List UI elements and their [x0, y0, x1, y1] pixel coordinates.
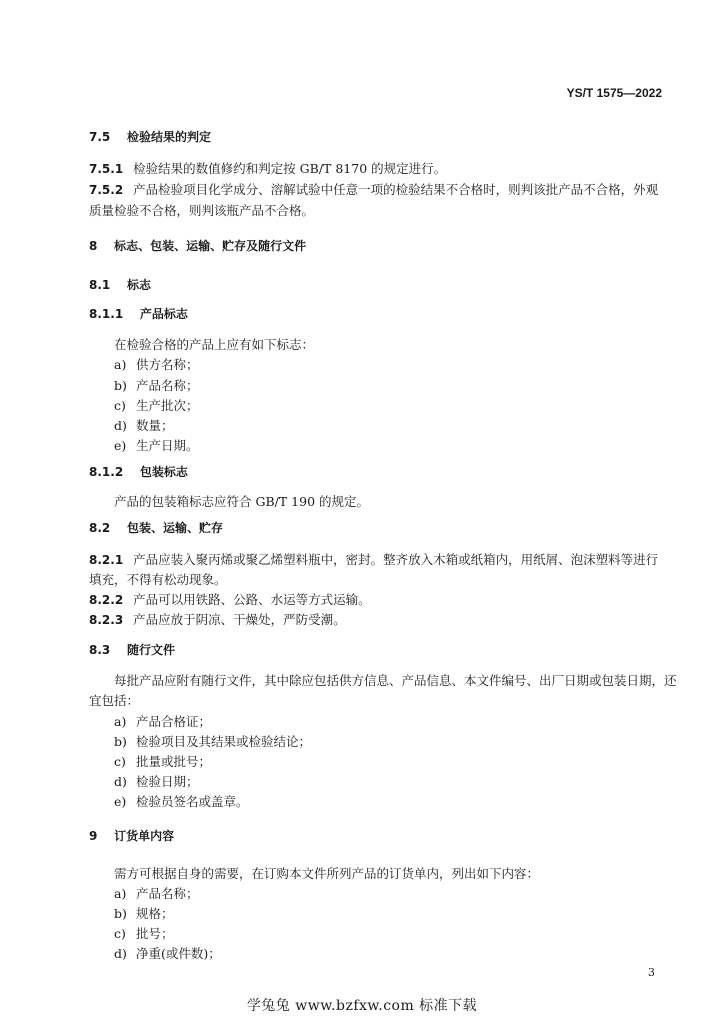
heading-number: 8.1.2 — [89, 465, 124, 479]
list-item: c) 生产批次； — [114, 398, 199, 413]
list-item: e) 生产日期。 — [114, 438, 199, 453]
accompanying-docs-line1: 每批产品应附有随行文件，其中除应包括供方信息、产品信息、本文件编号、出厂日期或包装日期，还 — [114, 673, 677, 688]
heading-text: 检验结果的判定 — [126, 130, 211, 144]
clause-7-5-2-line2: 质量检验不合格，则判该瓶产品不合格。 — [89, 203, 315, 218]
heading-text: 标志、包装、运输、贮存及随行文件 — [114, 239, 307, 253]
list-item: a) 产品名称； — [114, 886, 199, 901]
list-item: c) 批量或批号； — [114, 754, 212, 769]
section-heading-8-1 — [89, 276, 151, 293]
section-heading-8-3 — [89, 641, 175, 658]
section-heading-8 — [89, 237, 306, 254]
clause-text-line1: 产品应装入聚丙烯或聚乙烯塑料瓶中，密封。整齐放入木箱或纸箱内，用纸屑、泡沫塑料等进行 — [133, 552, 659, 567]
list-item: d) 净重(或件数)； — [114, 946, 221, 961]
footer-watermark-text: 学兔兔 www.bzfxw.com 标准下载 — [246, 998, 478, 1014]
clause-8-2-3 — [89, 610, 346, 628]
standard-code: YS/T 1575—2022 — [566, 86, 662, 100]
package-marking-text: 产品的包装箱标志应符合 GB/T 190 的规定。 — [114, 494, 369, 509]
heading-text: 标志 — [126, 278, 151, 292]
order-intro: 需方可根据自身的需要，在订购本文件所列产品的订货单内，列出如下内容： — [114, 866, 540, 881]
list-item: b) 检验项目及其结果或检验结论； — [114, 734, 312, 749]
clause-number: 8.2.1 — [89, 553, 124, 567]
clause-7-5-2 — [89, 180, 658, 198]
list-item: d) 检验日期； — [114, 774, 199, 789]
heading-text: 产品标志 — [139, 307, 188, 321]
list-item: b) 产品名称； — [114, 378, 199, 393]
clause-8-2-1-line2: 填充，不得有松动现象。 — [89, 572, 227, 587]
clause-8-2-2 — [89, 590, 371, 608]
heading-number: 8.1.1 — [89, 307, 124, 321]
list-item: e) 检验员签名或盖章。 — [114, 794, 249, 809]
subheading-8-1-2 — [89, 463, 188, 480]
heading-text: 订货单内容 — [114, 829, 175, 843]
section-heading-8-2 — [89, 519, 223, 536]
clause-number: 7.5.2 — [89, 183, 124, 197]
clause-text: 产品应放于阴凉、干燥处，严防受潮。 — [133, 612, 346, 627]
heading-text: 随行文件 — [126, 643, 175, 657]
clause-text: 检验结果的数值修约和判定按 GB/T 8170 的规定进行。 — [133, 161, 447, 176]
clause-8-2-1 — [89, 550, 658, 568]
heading-number: 8.2 — [89, 521, 111, 535]
accompanying-docs-line2: 宜包括： — [89, 693, 140, 708]
heading-number: 7.5 — [89, 130, 111, 144]
list-item: a) 产品合格证； — [114, 714, 212, 729]
page-number: 3 — [648, 966, 655, 979]
list-item: d) 数量； — [114, 418, 174, 433]
clause-text: 产品可以用铁路、公路、水运等方式运输。 — [133, 592, 371, 607]
subheading-8-1-1 — [89, 305, 188, 322]
heading-number: 8.3 — [89, 643, 111, 657]
clause-text-line1: 产品检验项目化学成分、溶解试验中任意一项的检验结果不合格时，则判该批产品不合格，外观 — [133, 182, 659, 197]
heading-number: 9 — [89, 829, 98, 843]
section-heading-7-5 — [89, 128, 211, 145]
heading-number: 8.1 — [89, 278, 111, 292]
clause-number: 8.2.3 — [89, 613, 124, 627]
marking-intro: 在检验合格的产品上应有如下标志： — [114, 337, 315, 352]
clause-number: 7.5.1 — [89, 162, 124, 176]
list-item: b) 规格； — [114, 906, 174, 921]
heading-text: 包装标志 — [139, 465, 188, 479]
list-item: a) 供方名称； — [114, 357, 199, 372]
clause-number: 8.2.2 — [89, 593, 124, 607]
clause-7-5-1 — [89, 159, 446, 177]
heading-number: 8 — [89, 239, 98, 253]
list-item: c) 批号； — [114, 926, 174, 941]
heading-text: 包装、运输、贮存 — [126, 521, 223, 535]
section-heading-9 — [89, 827, 174, 844]
